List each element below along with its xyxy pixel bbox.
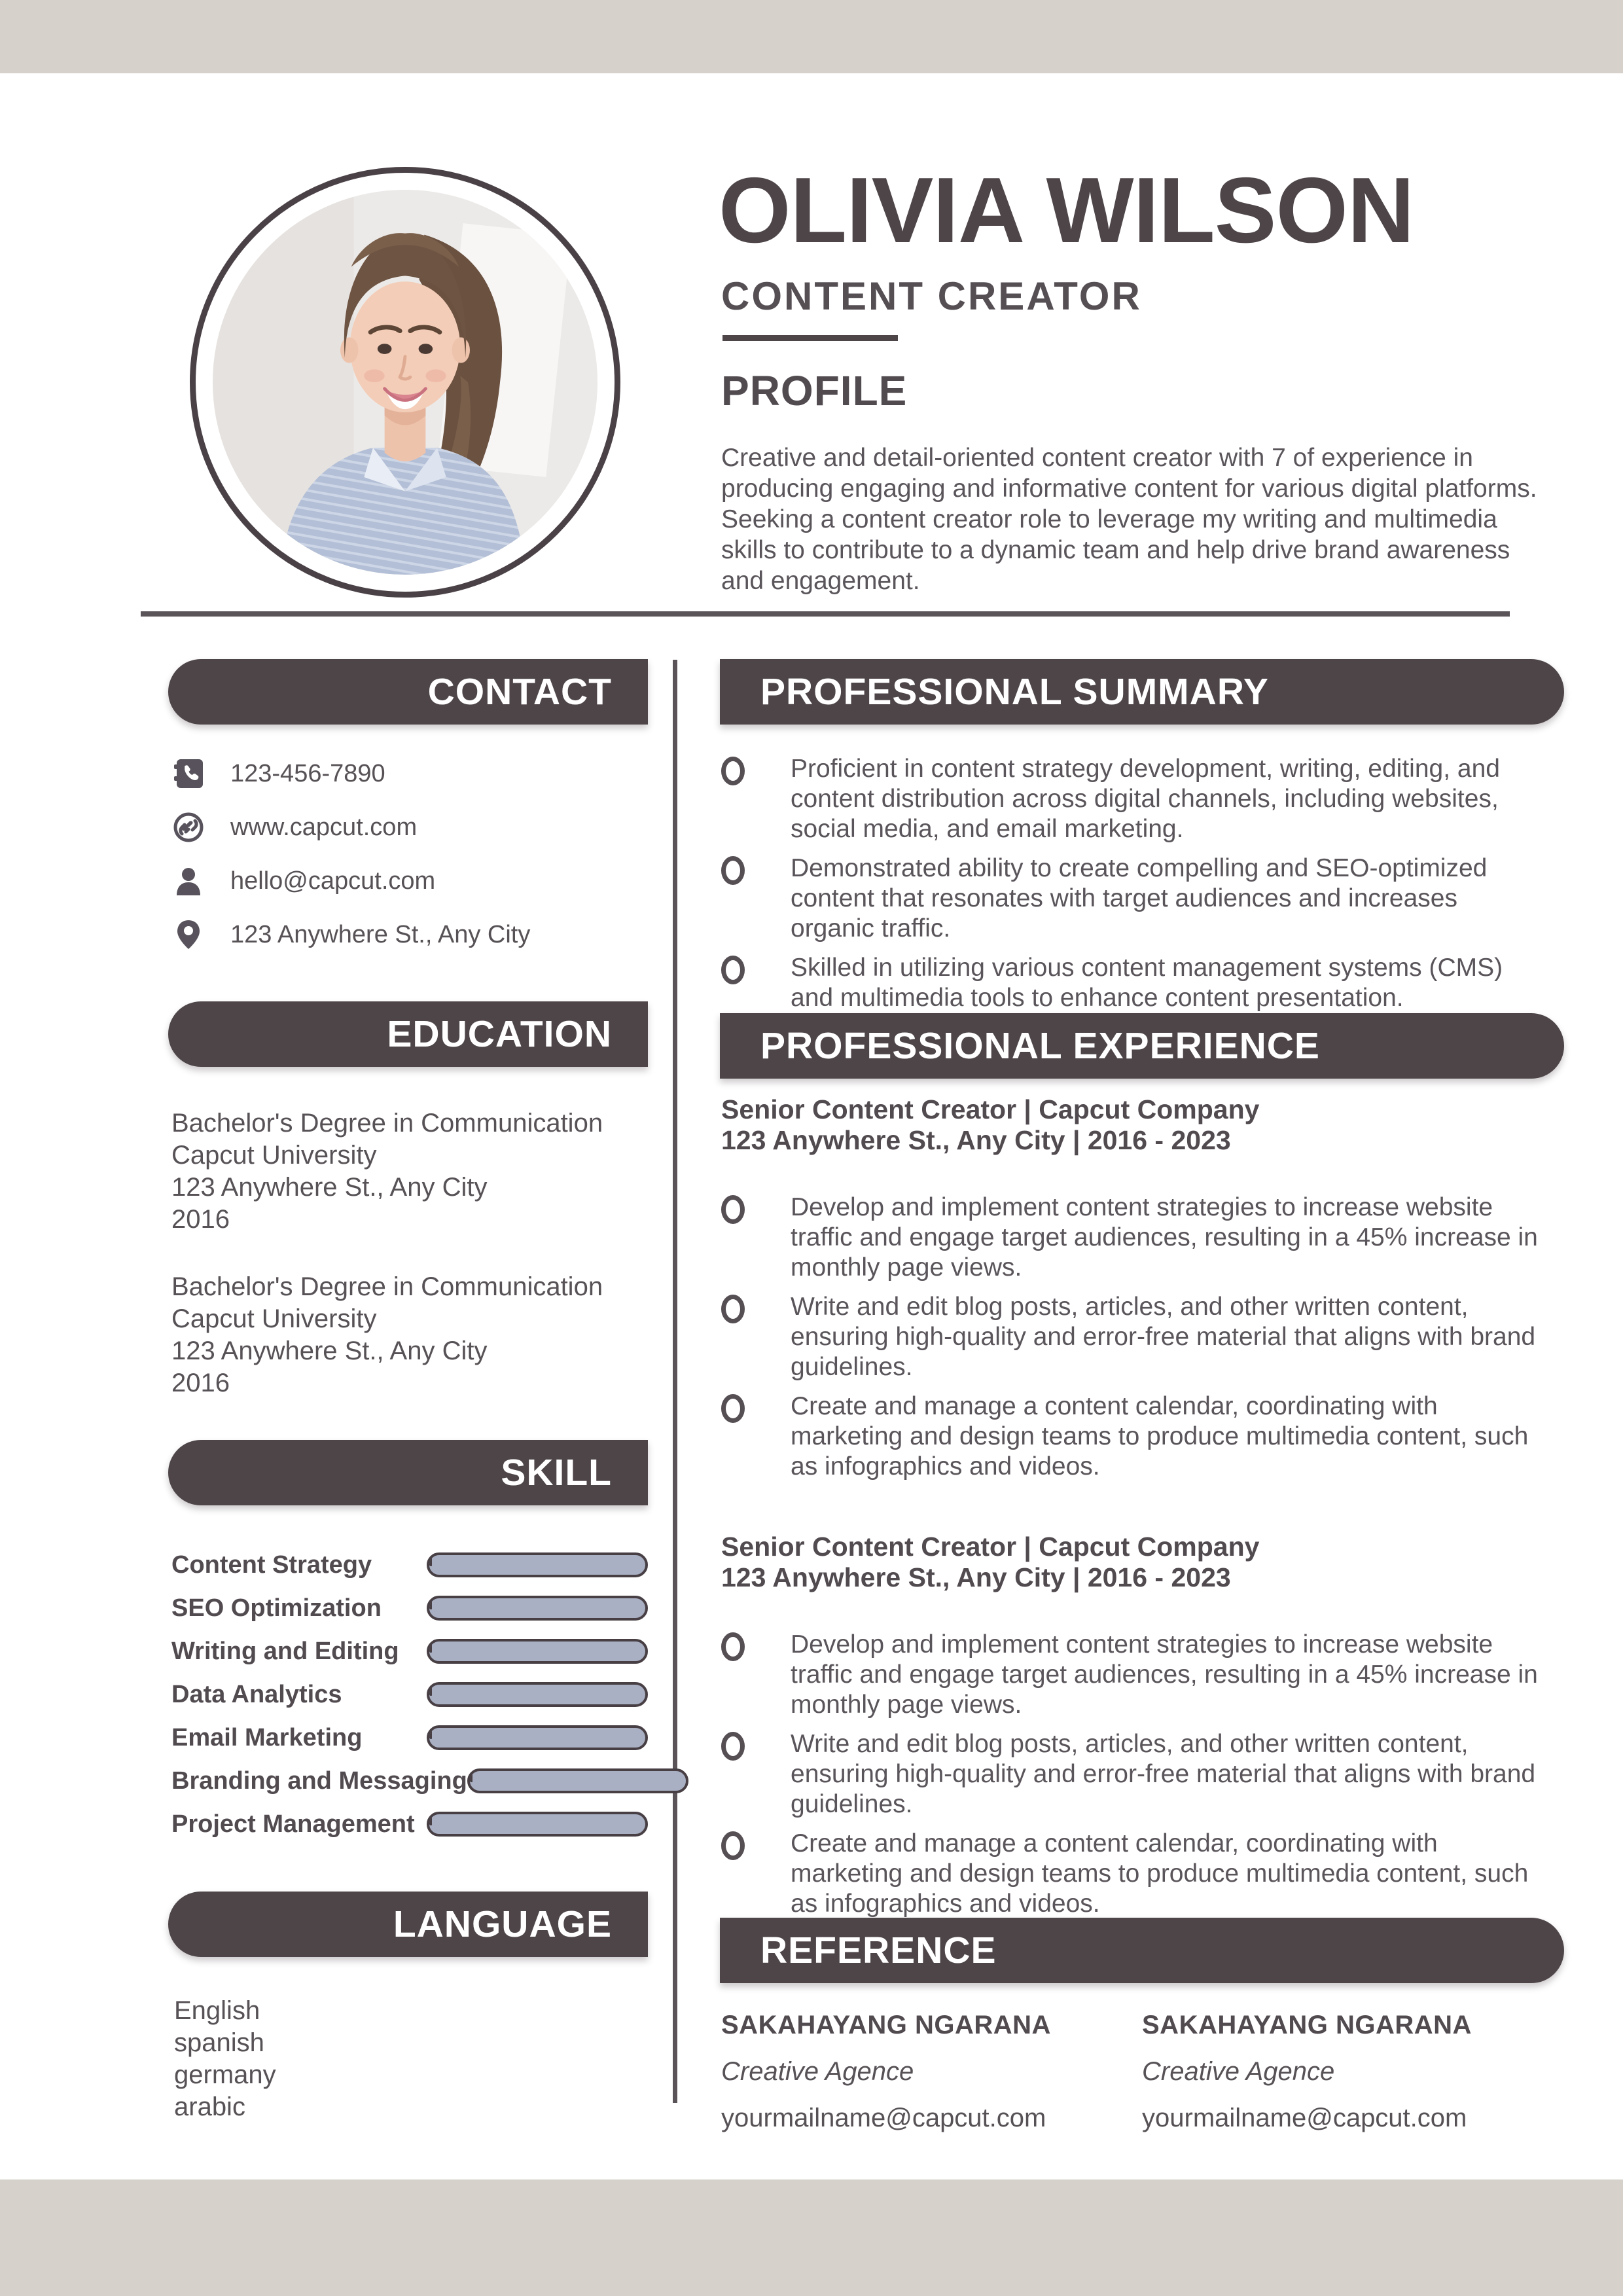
contact-website-value[interactable]: www.capcut.com bbox=[230, 813, 418, 841]
reference-name: SAKAHAYANG NGARANA bbox=[721, 2011, 1051, 2039]
skill-row bbox=[171, 1596, 648, 1621]
bottom-margin-band bbox=[0, 2179, 1623, 2296]
job-bullet bbox=[721, 1292, 1559, 1382]
summary-bullet-text: Skilled in utilizing various content management systems (CMS) and multimedia tools to enhance content presentation. bbox=[791, 954, 1503, 1012]
skill-row bbox=[171, 1725, 648, 1750]
job-bullet-list bbox=[721, 1193, 1559, 1491]
summary-bullet bbox=[721, 853, 1559, 944]
language-section-banner bbox=[168, 1892, 648, 1957]
summary-bullet bbox=[721, 754, 1559, 844]
skill-bar-fill bbox=[429, 1728, 432, 1739]
language-item: germany bbox=[174, 2060, 276, 2089]
skill-bar-fill bbox=[429, 1685, 432, 1696]
job-bullet bbox=[721, 1391, 1559, 1482]
skill-heading: SKILL bbox=[501, 1452, 612, 1494]
contact-item-address bbox=[171, 919, 656, 950]
skill-label: Writing and Editing bbox=[171, 1637, 399, 1665]
job-bullet-list bbox=[721, 1630, 1559, 1928]
bullet-circle-icon bbox=[721, 1394, 745, 1423]
person-job-title: CONTENT CREATOR bbox=[721, 274, 1142, 318]
reference-company: Creative Agence bbox=[721, 2057, 914, 2086]
job-meta: 123 Anywhere St., Any City | 2016 - 2023 bbox=[721, 1562, 1231, 1592]
language-item: arabic bbox=[174, 2092, 245, 2121]
skill-bar bbox=[427, 1639, 648, 1664]
summary-heading: PROFESSIONAL SUMMARY bbox=[760, 671, 1269, 713]
skill-section-banner bbox=[168, 1440, 648, 1505]
language-item: spanish bbox=[174, 2028, 264, 2057]
education-entry bbox=[171, 1107, 656, 1236]
job-bullet-text: Create and manage a content calendar, coordinating with marketing and design teams to produce multimedia content, such as infographics and videos. bbox=[791, 1392, 1529, 1480]
education-section-banner bbox=[168, 1001, 648, 1067]
job-bullet bbox=[721, 1829, 1559, 1919]
reference-company: Creative Agence bbox=[1142, 2057, 1335, 2086]
contact-email-value[interactable]: hello@capcut.com bbox=[230, 867, 436, 895]
skill-bar-fill bbox=[429, 1814, 432, 1825]
language-heading: LANGUAGE bbox=[393, 1903, 612, 1945]
education-year: 2016 bbox=[171, 1205, 230, 1234]
title-divider bbox=[722, 335, 898, 341]
reference-heading: REFERENCE bbox=[760, 1929, 997, 1971]
skill-bar bbox=[427, 1552, 648, 1577]
contact-address-value: 123 Anywhere St., Any City bbox=[230, 920, 531, 948]
bullet-circle-icon bbox=[721, 956, 745, 984]
person-icon bbox=[171, 865, 205, 897]
contact-item-email bbox=[171, 865, 656, 897]
profile-photo-frame bbox=[190, 167, 620, 598]
education-degree: Bachelor's Degree in Communication bbox=[171, 1272, 603, 1301]
job-bullet bbox=[721, 1193, 1559, 1283]
contact-heading: CONTACT bbox=[427, 671, 612, 713]
skill-bar bbox=[427, 1682, 648, 1707]
summary-bullet-list bbox=[721, 754, 1559, 1022]
contact-phone-value: 123-456-7890 bbox=[230, 759, 385, 787]
education-school: Capcut University bbox=[171, 1304, 377, 1333]
location-icon bbox=[171, 919, 205, 950]
skill-row bbox=[171, 1812, 648, 1837]
skill-label: Data Analytics bbox=[171, 1680, 342, 1708]
header-divider-line bbox=[141, 611, 1510, 617]
profile-text: Creative and detail-oriented content creator with 7 of experience in producing engaging and informative content for various digital platforms. Seeking a content creator role to leverage my writing and multimedia skills to contribute to a dynamic team and help drive brand awareness and engagement. bbox=[721, 444, 1537, 595]
job-bullet-text: Develop and implement content strategies to increase website traffic and engage target audiences, resulting in a 45% increase in monthly page views. bbox=[791, 1193, 1538, 1282]
experience-job bbox=[721, 1532, 1559, 1928]
skill-bar bbox=[467, 1768, 688, 1793]
job-heading bbox=[721, 1532, 1559, 1593]
job-bullet-text: Create and manage a content calendar, coordinating with marketing and design teams to produce multimedia content, such as infographics and videos. bbox=[791, 1829, 1529, 1918]
reference-email[interactable]: yourmailname@capcut.com bbox=[721, 2104, 1046, 2132]
skill-row bbox=[171, 1682, 648, 1707]
reference-entry bbox=[1142, 2011, 1563, 2133]
portrait-illustration bbox=[213, 190, 597, 575]
summary-bullet-text: Proficient in content strategy development, writing, editing, and content distribution across digital channels, including websites, social media, and email marketing. bbox=[791, 755, 1500, 843]
job-bullet bbox=[721, 1630, 1559, 1720]
skill-bar-fill bbox=[429, 1598, 432, 1609]
skills-list bbox=[171, 1552, 648, 1855]
skill-label: Content Strategy bbox=[171, 1551, 372, 1579]
link-icon bbox=[171, 812, 205, 843]
summary-section-banner bbox=[720, 659, 1564, 725]
experience-heading: PROFESSIONAL EXPERIENCE bbox=[760, 1025, 1320, 1067]
contact-item-phone bbox=[171, 758, 656, 789]
reference-list bbox=[721, 2011, 1565, 2133]
bullet-circle-icon bbox=[721, 1295, 745, 1323]
language-list bbox=[174, 1995, 276, 2123]
job-heading bbox=[721, 1094, 1559, 1156]
education-entry bbox=[171, 1271, 656, 1399]
summary-bullet bbox=[721, 953, 1559, 1013]
job-title: Senior Content Creator | Capcut Company bbox=[721, 1532, 1260, 1562]
profile-photo bbox=[213, 190, 597, 575]
job-bullet bbox=[721, 1729, 1559, 1820]
skill-label: Branding and Messaging bbox=[171, 1767, 467, 1795]
column-divider-line bbox=[673, 660, 677, 2103]
experience-job bbox=[721, 1094, 1559, 1491]
skill-bar bbox=[427, 1725, 648, 1750]
skill-row bbox=[171, 1768, 648, 1793]
skill-bar bbox=[427, 1812, 648, 1837]
job-bullet-text: Write and edit blog posts, articles, and other written content, ensuring high-quality and error-free material that aligns with brand guidelines. bbox=[791, 1293, 1536, 1381]
bullet-circle-icon bbox=[721, 856, 745, 885]
skill-label: SEO Optimization bbox=[171, 1594, 382, 1622]
bullet-circle-icon bbox=[721, 1732, 745, 1761]
contact-list bbox=[171, 758, 656, 973]
skill-bar bbox=[427, 1596, 648, 1621]
reference-entry bbox=[721, 2011, 1142, 2133]
education-year: 2016 bbox=[171, 1369, 230, 1397]
job-bullet-text: Develop and implement content strategies to increase website traffic and engage target audiences, resulting in a 45% increase in monthly page views. bbox=[791, 1630, 1538, 1719]
job-title: Senior Content Creator | Capcut Company bbox=[721, 1094, 1260, 1124]
bullet-circle-icon bbox=[721, 1831, 745, 1860]
experience-section-banner bbox=[720, 1013, 1564, 1079]
reference-name: SAKAHAYANG NGARANA bbox=[1142, 2011, 1472, 2039]
job-bullet-text: Write and edit blog posts, articles, and other written content, ensuring high-quality and error-free material that aligns with brand guidelines. bbox=[791, 1730, 1536, 1818]
education-degree: Bachelor's Degree in Communication bbox=[171, 1109, 603, 1138]
bullet-circle-icon bbox=[721, 757, 745, 785]
reference-email[interactable]: yourmailname@capcut.com bbox=[1142, 2104, 1467, 2132]
skill-bar-fill bbox=[429, 1641, 432, 1653]
skill-bar-fill bbox=[470, 1771, 473, 1782]
summary-bullet-text: Demonstrated ability to create compelling and SEO-optimized content that resonates with target audiences and increases organic traffic. bbox=[791, 854, 1488, 942]
person-name: OLIVIA WILSON bbox=[719, 158, 1414, 262]
education-address: 123 Anywhere St., Any City bbox=[171, 1336, 488, 1365]
skill-label: Project Management bbox=[171, 1810, 415, 1838]
skill-bar-fill bbox=[429, 1555, 432, 1566]
skill-row bbox=[171, 1639, 648, 1664]
education-school: Capcut University bbox=[171, 1141, 377, 1170]
skill-row bbox=[171, 1552, 648, 1577]
bullet-circle-icon bbox=[721, 1632, 745, 1661]
bullet-circle-icon bbox=[721, 1195, 745, 1224]
contact-section-banner bbox=[168, 659, 648, 725]
education-address: 123 Anywhere St., Any City bbox=[171, 1173, 488, 1202]
top-margin-band bbox=[0, 0, 1623, 73]
skill-label: Email Marketing bbox=[171, 1723, 363, 1751]
language-item: English bbox=[174, 1996, 260, 2025]
contact-item-website bbox=[171, 812, 656, 843]
education-heading: EDUCATION bbox=[387, 1013, 612, 1055]
job-meta: 123 Anywhere St., Any City | 2016 - 2023 bbox=[721, 1125, 1231, 1155]
profile-heading: PROFILE bbox=[721, 367, 908, 414]
phone-icon bbox=[171, 758, 205, 789]
